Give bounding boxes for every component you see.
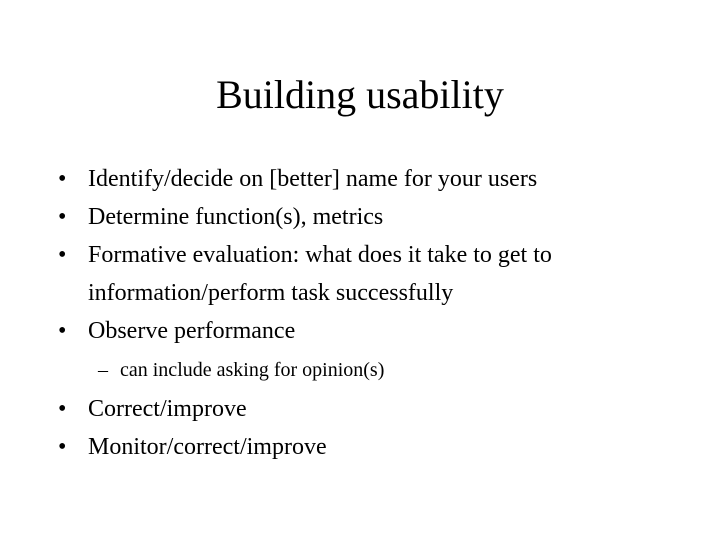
bullet-marker: • xyxy=(58,434,67,460)
bullet-marker: • xyxy=(58,166,67,192)
bullet-item xyxy=(58,312,698,350)
bullet-marker: • xyxy=(58,396,67,422)
bullet-item xyxy=(58,428,698,466)
bullet-text: Identify/decide on [better] name for your users xyxy=(88,166,538,192)
bullet-marker: • xyxy=(58,204,67,230)
bullet-marker: • xyxy=(58,242,67,268)
bullet-item xyxy=(58,236,698,312)
bullet-item xyxy=(58,390,698,428)
slide-title: Building usability xyxy=(216,72,504,117)
bullet-text: Monitor/correct/improve xyxy=(88,434,327,460)
bullet-text: Observe performance xyxy=(88,318,296,344)
bullet-text: Determine function(s), metrics xyxy=(88,204,384,230)
sub-bullet-item xyxy=(58,350,698,390)
bullet-marker: • xyxy=(58,318,67,344)
sub-bullet-text: can include asking for opinion(s) xyxy=(120,359,385,381)
bullet-item xyxy=(58,198,698,236)
bullet-item xyxy=(58,160,698,198)
bullet-text: Correct/improve xyxy=(88,396,247,422)
bullet-list xyxy=(58,160,698,466)
sub-bullet-marker: – xyxy=(98,359,108,381)
bullet-text: Formative evaluation: what does it take to get to information/perform task successfully xyxy=(88,242,552,306)
